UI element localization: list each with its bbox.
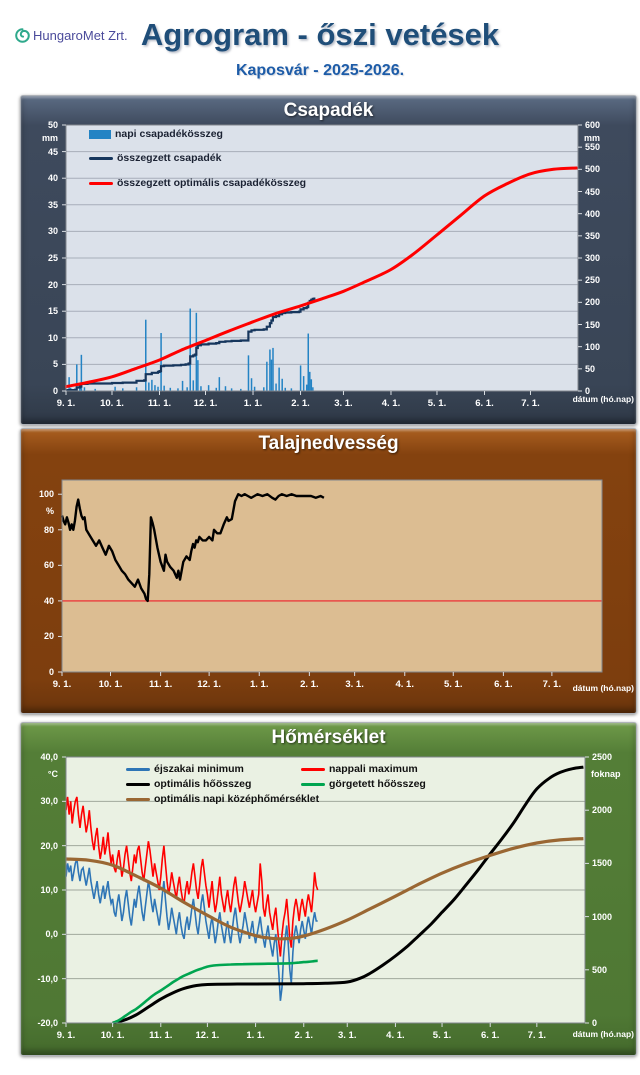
daily-precip-bar <box>148 382 150 391</box>
x-axis-tick-label: 12. 1. <box>197 679 222 690</box>
y-axis-tick-label: 100 <box>38 489 54 500</box>
y-axis-tick-label: 450 <box>585 186 601 197</box>
page-subtitle: Kaposvár - 2025-2026. <box>235 62 405 79</box>
y-axis-tick-label: 1500 <box>592 858 613 869</box>
y-axis-tick-label: 35 <box>47 199 58 210</box>
optimal-heatsum-swatch <box>126 783 150 786</box>
daily-precip-bar <box>136 387 138 391</box>
y-axis-tick-label: 50 <box>585 363 596 374</box>
x-axis-tick-label: 5. 1. <box>444 679 463 690</box>
daily-precip-bar <box>151 380 153 391</box>
y-axis-tick-label: 200 <box>585 297 601 308</box>
y-axis-tick-label: -10,0 <box>37 973 58 984</box>
x-axis-tick-label: 9. 1. <box>56 1030 76 1041</box>
daily-precip-bar <box>311 379 313 391</box>
y-axis-tick-label: 400 <box>585 208 601 219</box>
y-axis-tick-label: 40 <box>47 173 58 184</box>
y-axis-tick-label: 25 <box>47 253 58 263</box>
left-axis-unit: mm <box>41 133 58 143</box>
x-axis-tick-label: 5. 1. <box>432 1030 452 1041</box>
x-axis-tick-label: 11. 1. <box>149 1030 173 1041</box>
daily-precip-bar <box>308 334 310 391</box>
y-axis-tick-label: 600 <box>585 120 601 130</box>
y-axis-tick-label: 2000 <box>592 805 613 816</box>
daily-precip-bar <box>200 386 202 391</box>
x-axis-tick-label: 3. 1. <box>345 679 364 690</box>
y-axis-tick-label: 0,0 <box>45 929 58 940</box>
y-axis-tick-label: 100 <box>585 341 601 352</box>
y-axis-tick-label: 550 <box>585 142 601 153</box>
x-axis-tick-label: 12. 1. <box>195 1030 220 1041</box>
x-axis-tick-label: 3. 1. <box>334 398 353 409</box>
daily-precip-bar <box>208 385 210 391</box>
daily-precip-bar <box>225 386 227 391</box>
y-axis-tick-label: 150 <box>585 319 601 330</box>
y-axis-tick-label: 350 <box>585 230 601 241</box>
left-axis-unit: % <box>45 506 54 516</box>
y-axis-tick-label: 30,0 <box>40 796 58 807</box>
y-axis-tick-label: 50 <box>47 120 58 130</box>
daily-precip-bar <box>157 387 159 391</box>
y-axis-tick-label: 5 <box>52 359 58 370</box>
precipitation-chart-panel <box>20 95 637 425</box>
daily-precip-bar <box>254 387 256 391</box>
y-axis-tick-label: 40 <box>43 595 54 606</box>
legend-label: éjszakai minimum <box>154 763 244 775</box>
x-axis-tick-label: 11. 1. <box>148 679 173 690</box>
x-axis-tick-label: 11. 1. <box>147 398 172 409</box>
y-axis-tick-label: 40,0 <box>40 752 58 762</box>
temperature-chart-panel <box>20 722 637 1056</box>
daily-precip-bar <box>271 360 273 391</box>
x-axis-tick-label: 1. 1. <box>246 1030 265 1041</box>
y-axis-tick-label: 15 <box>47 306 58 317</box>
x-axis-tick-label: 6. 1. <box>480 1030 500 1041</box>
soil-moisture-chart-canvas <box>21 429 634 711</box>
legend-label: napi csapadékösszeg <box>115 128 223 140</box>
y-axis-tick-label: 20,0 <box>40 840 58 851</box>
daily-precip-bar <box>219 377 221 391</box>
y-axis-tick-label: 30 <box>47 226 58 237</box>
daily-precip-swatch <box>89 130 111 139</box>
logo-text: HungaroMet Zrt. <box>33 28 128 43</box>
daily-precip-bar <box>163 386 165 391</box>
temperature-chart-title: Hőmérséklet <box>271 727 386 748</box>
daily-precip-bar <box>278 368 280 391</box>
legend-label: optimális hőösszeg <box>154 778 252 790</box>
x-axis-caption: dátum (hó.nap) <box>572 683 634 693</box>
x-axis-tick-label: 4. 1. <box>381 398 401 409</box>
precipitation-chart-canvas <box>21 96 634 422</box>
daily-precip-bar <box>248 355 250 391</box>
x-axis-tick-label: 7. 1. <box>542 679 562 690</box>
page-title: Agrogram - őszi vetések <box>140 17 500 52</box>
y-axis-tick-label: 300 <box>585 253 601 263</box>
y-axis-tick-label: 60 <box>43 560 54 571</box>
x-axis-tick-label: 6. 1. <box>494 679 513 690</box>
legend-daily-precip <box>89 128 223 140</box>
x-axis-tick-label: 2. 1. <box>291 398 310 409</box>
x-axis-tick-label: 2. 1. <box>294 1030 313 1041</box>
daily-precip-bar <box>275 384 277 391</box>
optimal-mean-swatch <box>126 798 150 801</box>
daily-precip-bar <box>303 376 305 391</box>
y-axis-tick-label: 20 <box>43 631 54 642</box>
daily-precip-bar <box>281 379 283 391</box>
y-axis-tick-label: 10,0 <box>40 885 58 895</box>
daily-precip-bar <box>306 385 308 391</box>
y-axis-tick-label: 0 <box>585 386 591 396</box>
legend-day-max <box>301 763 418 775</box>
y-axis-tick-label: 2500 <box>592 752 613 762</box>
y-axis-tick-label: 20 <box>47 279 58 290</box>
precipitation-chart-title: Csapadék <box>283 100 374 121</box>
x-axis-tick-label: 10. 1. <box>100 398 124 409</box>
daily-precip-bar <box>182 381 184 391</box>
legend-cumulative-precip <box>89 152 221 164</box>
daily-precip-bar <box>263 387 265 391</box>
legend-optimal-mean <box>126 793 319 805</box>
daily-precip-bar <box>154 385 156 391</box>
x-axis-tick-label: 4. 1. <box>386 1030 405 1041</box>
legend-label: görgetett hőösszeg <box>329 778 426 790</box>
x-axis-tick-label: 10. 1. <box>100 1030 125 1041</box>
right-axis-unit: foknap <box>591 769 621 779</box>
daily-precip-bar <box>114 387 116 391</box>
night-min-swatch <box>126 768 150 771</box>
daily-precip-bar <box>300 365 302 391</box>
x-axis-caption: dátum (hó.nap) <box>572 1029 634 1039</box>
x-axis-tick-label: 1. 1. <box>249 679 269 690</box>
y-axis-tick-label: 500 <box>592 964 608 975</box>
x-axis-tick-label: 6. 1. <box>475 398 494 409</box>
y-axis-tick-label: 1000 <box>592 911 613 922</box>
legend-rolling-heatsum <box>301 778 426 790</box>
legend-label: nappali maximum <box>329 763 418 775</box>
y-axis-tick-label: 80 <box>43 524 54 535</box>
daily-precip-bar <box>272 348 274 391</box>
x-axis-tick-label: 10. 1. <box>98 679 123 690</box>
y-axis-tick-label: 0 <box>52 386 58 396</box>
y-axis-tick-label: 500 <box>585 164 601 175</box>
x-axis-caption: dátum (hó.nap) <box>572 394 634 404</box>
x-axis-tick-label: 7. 1. <box>527 1030 547 1041</box>
legend-label: optimális napi középhőmérséklet <box>154 793 320 805</box>
x-axis-tick-label: 7. 1. <box>521 398 540 409</box>
x-axis-tick-label: 4. 1. <box>395 679 414 690</box>
y-axis-tick-label: 0 <box>592 1018 598 1028</box>
soil-moisture-chart-panel <box>20 428 637 714</box>
legend-label: összegzett optimális csapadékösszeg <box>117 177 307 189</box>
daily-precip-bar <box>251 378 253 391</box>
y-axis-tick-label: -20,0 <box>37 1018 58 1028</box>
daily-precip-bar <box>266 362 268 391</box>
y-axis-tick-label: 0 <box>48 667 54 677</box>
y-axis-tick-label: 45 <box>47 146 58 157</box>
legend-optimal-precip <box>89 177 306 189</box>
daily-precip-bar <box>84 387 86 391</box>
legend-label: összegzett csapadék <box>117 152 222 164</box>
daily-precip-bar <box>269 350 271 391</box>
legend-night-min <box>126 763 244 775</box>
x-axis-tick-label: 2. 1. <box>300 679 319 690</box>
daily-precip-bar <box>197 360 199 391</box>
daily-precip-bar <box>193 380 195 391</box>
cumulative-precip-swatch <box>89 157 113 160</box>
left-axis-unit: °C <box>47 769 58 779</box>
daily-precip-bar <box>309 372 311 391</box>
daily-precip-bar <box>68 377 70 391</box>
optimal-precip-swatch <box>89 182 113 185</box>
x-axis-tick-label: 3. 1. <box>338 1030 357 1041</box>
soil-moisture-chart-title: Talajnedvesség <box>258 433 399 454</box>
x-axis-tick-label: 9. 1. <box>56 398 76 409</box>
x-axis-tick-label: 1. 1. <box>243 398 263 409</box>
daily-precip-bar <box>186 387 188 391</box>
legend-optimal-heatsum <box>126 778 251 790</box>
x-axis-tick-label: 12. 1. <box>193 398 218 409</box>
y-axis-tick-label: 250 <box>585 275 601 286</box>
right-axis-unit: mm <box>584 133 601 143</box>
x-axis-tick-label: 5. 1. <box>427 398 447 409</box>
day-max-swatch <box>301 768 325 771</box>
daily-precip-bar <box>189 309 191 391</box>
daily-precip-bar <box>160 333 162 391</box>
daily-precip-bar <box>312 387 314 391</box>
x-axis-tick-label: 9. 1. <box>52 679 72 690</box>
y-axis-tick-label: 10 <box>47 332 58 343</box>
rolling-heatsum-swatch <box>301 783 325 786</box>
